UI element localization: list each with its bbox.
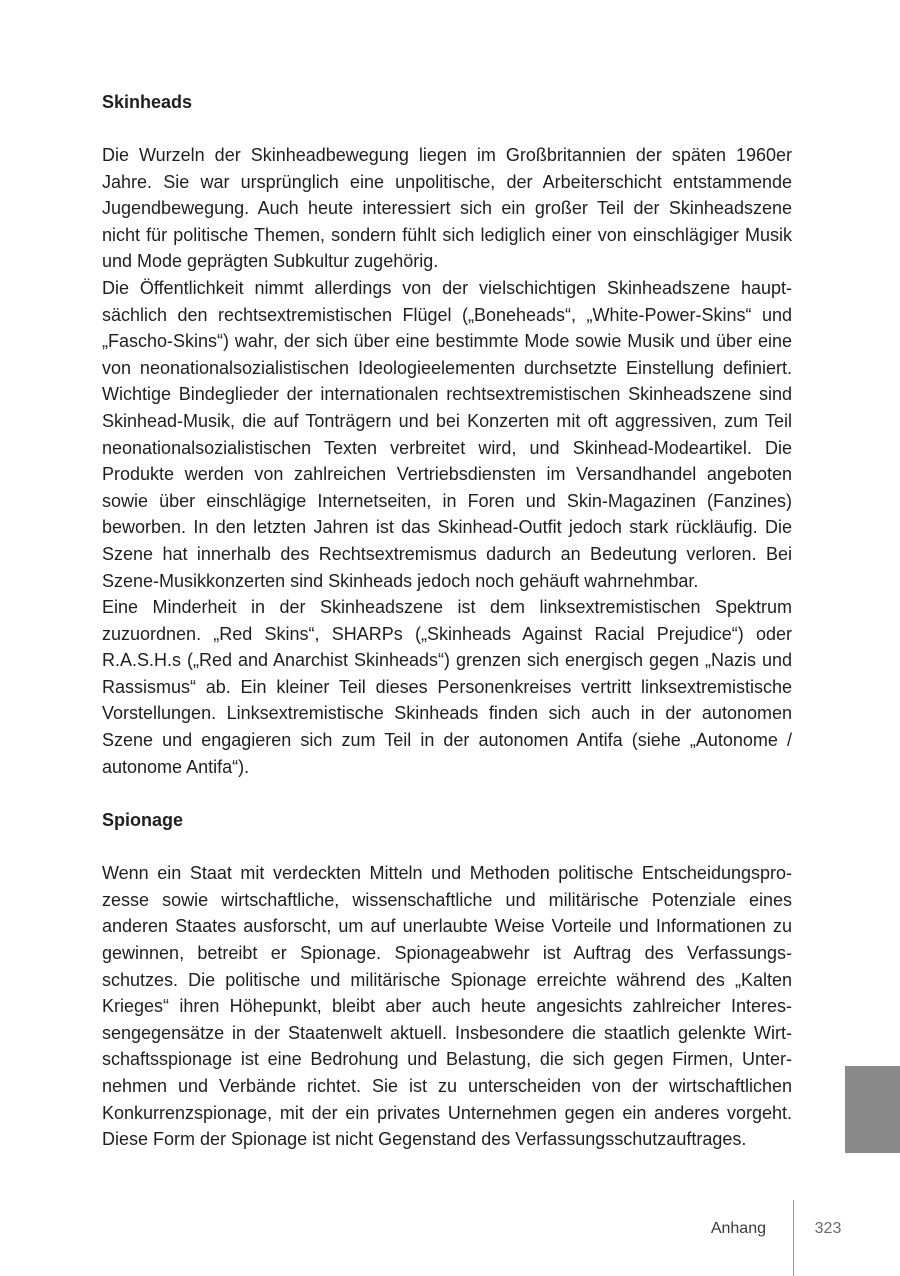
page-number: 323 [814,1220,842,1237]
section-title-spionage: Spionage [102,810,184,831]
footer-section-label: Anhang [710,1220,766,1237]
page-content [102,88,792,1153]
chapter-tab-marker [845,1066,900,1153]
paragraph-skinheads-2: Die Öffentlichkeit nimmt allerdings von der vielschichtigen Skinheadszene hauptsächlich den rechtsextremistischen Flügel („Boneheads“, „White-Power-Skins“ und „Fascho-Skins“) wahr, der sich über eine bestimmte Mode sowie Musik und über eine von neonationalsozialistischen Ideologieelementen durchsetzte Einstellung definiert. Wichtige Bindeglieder der internationalen rechtsextremistischen Skinheadszene sind Skinhead-Musik, die auf Tonträgern und bei Konzerten mit oft aggressiven, zum Teil neonationalsozialistischen Texten verbreitet wird, und Skinhead-Modeartikel. Die Produkte werden von zahlreichen Vertriebsdiensten im Versandhandel angeboten sowie über einschlägige Internetseiten, in Foren und Skin-Magazinen (Fanzines) beworben. In den letzten Jahren ist das Skinhead-Outfit jedoch stark rückläufig. Die Szene hat innerhalb des Rechtsextremismus dadurch an Bedeutung verloren. Bei Szene-Musikkonzerten sind Skinheads jedoch noch gehäuft wahrnehmbar. [102,277,792,591]
footer-divider [793,1200,794,1276]
paragraph-spionage-1: Wenn ein Staat mit verdeckten Mitteln und Methoden politische Entscheidungsprozesse sowie wirtschaftliche, wissenschaftliche und militärische Potenziale eines anderen Staates ausforscht, um auf unerlaubte Weise Vorteile und Informationen zu gewinnen, betreibt er Spionage. Spionageabwehr ist Auftrag des Verfassungsschutzes. Die politische und militärische Spionage erreichte während des „Kalten Krieges“ ihren Höhepunkt, bleibt aber auch heute angesichts zahlreicher Interessengegensätze in der Staatenwelt aktuell. Insbesondere die staatlich gelenkte Wirtschaftsspionage ist eine Bedrohung und Belastung, die sich gegen Firmen, Unternehmen und Verbände richtet. Sie ist zu unterscheiden von der wirtschaftlichen Konkurrenzspionage, mit der ein privates Unternehmen gegen ein anderes vorgeht. Diese Form der Spionage ist nicht Gegenstand des Verfassungsschutzauftrages. [102,863,792,1150]
section-title-skinheads: Skinheads [102,92,193,112]
paragraph-skinheads-3: Eine Minderheit in der Skinheadszene ist dem linksextremistischen Spektrum zuzuordnen. „Red Skins“, SHARPs („Skinheads Against Racial Prejudice“) oder R.A.S.H.s („Red and Anarchist Skinheads“) grenzen sich energisch gegen „Nazis und Rassismus“ ab. Ein kleiner Teil dieses Personenkreises vertritt linksextremistische Vorstellungen. Linksextremistische Skinheads finden sich auch in der autonomen Szene und engagieren sich zum Teil in der autonomen Antifa (siehe „Autonome / autonome Antifa“). [102,597,792,777]
paragraph-skinheads-1: Die Wurzeln der Skinheadbewegung liegen im Großbritannien der späten 1960er Jahre. Sie war ursprünglich eine unpolitische, der Arbeiterschicht entstammende Jugendbewegung. Auch heute interessiert sich ein großer Teil der Skinheadszene nicht für politische Themen, sondern fühlt sich lediglich einer von einschlägiger Musik und Mode geprägten Subkultur zugehörig. [102,145,792,272]
